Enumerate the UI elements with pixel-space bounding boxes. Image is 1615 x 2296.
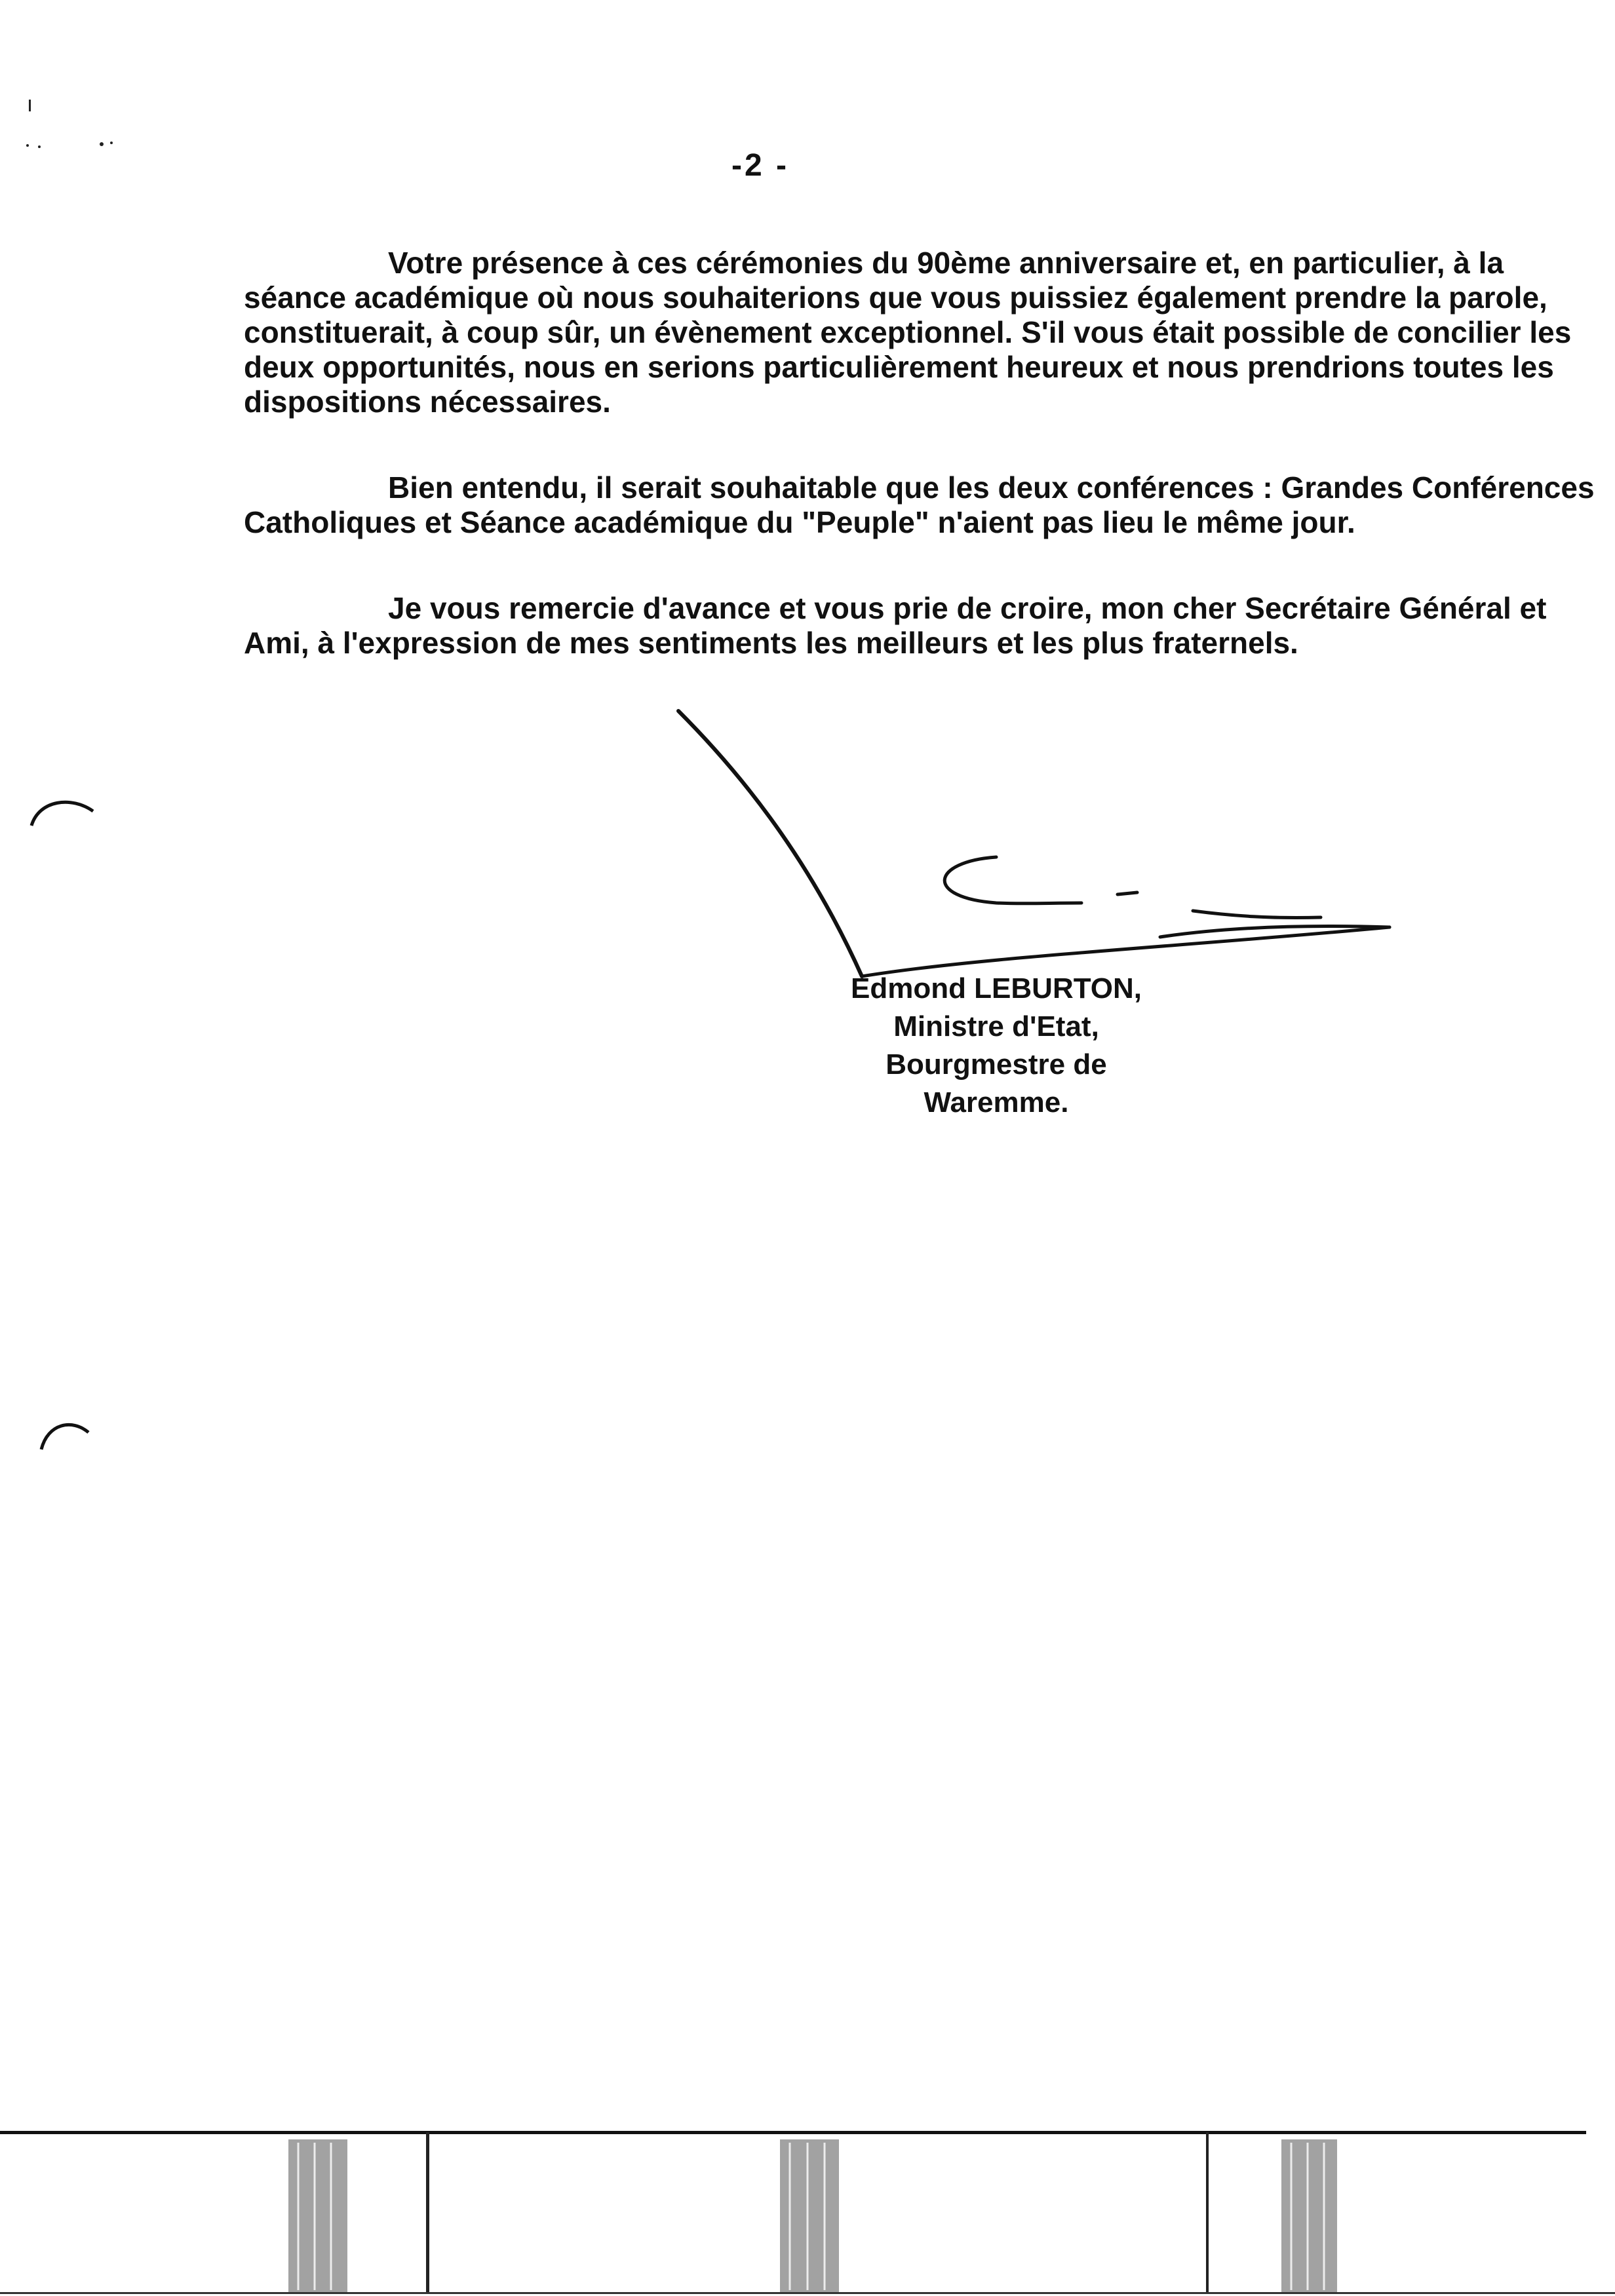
signatory-block — [826, 970, 1167, 1122]
signatory-name: Edmond LEBURTON, — [850, 972, 1142, 1004]
signatory-office: Bourgmestre de Waremme. — [885, 1048, 1107, 1119]
paragraph-3: Je vous remercie d'avance et vous prie de croire, mon cher Secrétaire Général et Ami, à l'expression de mes sentiments les meilleurs et les plus fraternels. — [244, 591, 1547, 660]
scan-edge-strip — [0, 2123, 1615, 2296]
paragraph-2: Bien entendu, il serait souhaitable que les deux conférences : Grandes Conférences Catholiques et Séance académique du "Peuple" n'aient pas lieu le même jour. — [244, 470, 1595, 539]
handwritten-signature — [655, 695, 1409, 996]
punch-hole-mark-upper — [26, 786, 98, 832]
signatory-title: Ministre d'Etat, — [893, 1010, 1099, 1043]
paragraph-1: Votre présence à ces cérémonies du 90ème anniversaire et, en particulier, à la séance académique où nous souhaiterions que vous puissiez également prendre la parole, constituerait, à coup sûr, un évènement exceptionnel. S'il vous était possible de concilier les deux opportunités, nous en serions particulièrement heureux et nous prendrions toutes les dispositions nécessaires. — [244, 246, 1572, 419]
scan-specks — [20, 98, 131, 157]
letter-body — [244, 246, 1597, 712]
punch-hole-mark-lower — [36, 1409, 95, 1455]
page-number: -2 - — [731, 148, 789, 183]
